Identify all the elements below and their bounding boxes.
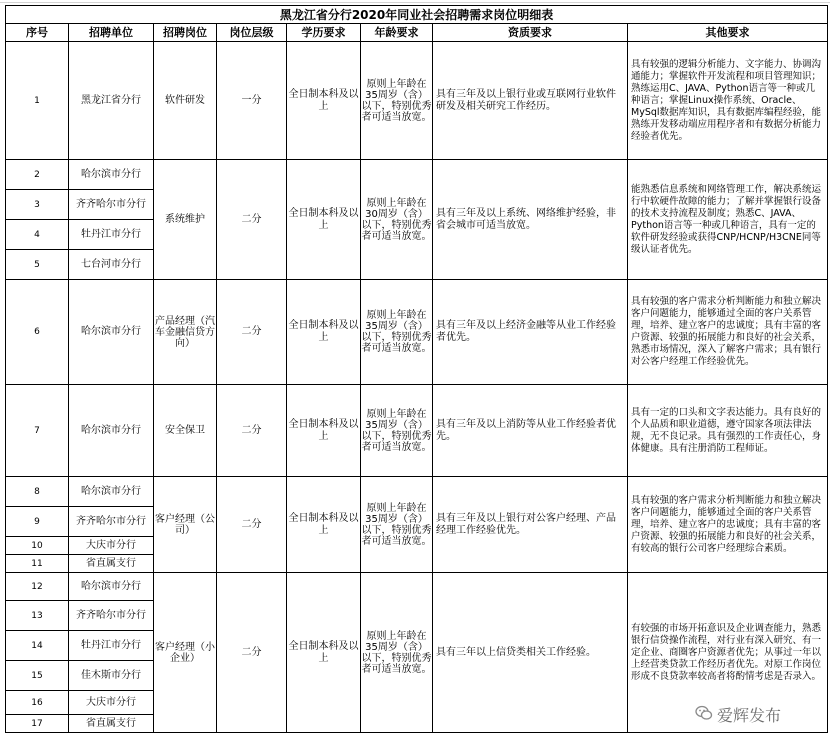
unit-cell: 大庆市分行	[69, 537, 154, 555]
watermark	[695, 703, 781, 726]
recruitment-table	[5, 5, 828, 733]
row-number: 3	[6, 190, 69, 220]
header-other: 其他要求	[628, 24, 828, 42]
age-cell: 原则上年龄在35周岁（含）以下，特别优秀者可适当放宽。	[361, 477, 433, 573]
unit-cell: 哈尔滨市分行	[69, 160, 154, 190]
age-cell: 原则上年龄在35周岁（含）以下，特别优秀者可适当放宽。	[361, 42, 433, 160]
level-cell: 二分	[217, 385, 287, 477]
age-cell: 原则上年龄在30周岁（含）以下，特别优秀者可适当放宽。	[361, 160, 433, 280]
post-cell: 系统维护	[154, 160, 217, 280]
header-qualification: 资质要求	[433, 24, 628, 42]
unit-cell: 佳木斯市分行	[69, 661, 154, 691]
unit-cell: 省直属支行	[69, 555, 154, 573]
education-cell: 全日制本科及以上	[287, 42, 361, 160]
age-cell: 原则上年龄在35周岁（含）以下，特别优秀者可适当放宽。	[361, 280, 433, 385]
row-number: 13	[6, 601, 69, 631]
qualification-cell: 具有三年以上信贷类相关工作经验。	[433, 573, 628, 733]
row-number: 17	[6, 715, 69, 733]
qualification-cell: 具有三年及以上经济金融等从业工作经验者优先。	[433, 280, 628, 385]
qualification-cell: 具有三年及以上消防等从业工作经验者优先。	[433, 385, 628, 477]
unit-cell: 省直属支行	[69, 715, 154, 733]
unit-cell: 哈尔滨市分行	[69, 477, 154, 507]
row-number: 1	[6, 42, 69, 160]
row-number: 15	[6, 661, 69, 691]
qualification-cell: 具有三年及以上银行业或互联网行业软件研发及相关研究工作经历。	[433, 42, 628, 160]
unit-cell: 牡丹江市分行	[69, 220, 154, 250]
level-cell: 一分	[217, 42, 287, 160]
unit-cell: 齐齐哈尔市分行	[69, 190, 154, 220]
education-cell: 全日制本科及以上	[287, 573, 361, 733]
header-age: 年龄要求	[361, 24, 433, 42]
row-number: 14	[6, 631, 69, 661]
table-row	[6, 385, 828, 477]
table-row	[6, 477, 828, 507]
table-row	[6, 160, 828, 190]
watermark-text: 爱辉发布	[717, 706, 782, 725]
unit-cell: 哈尔滨市分行	[69, 573, 154, 601]
post-cell: 客户经理（小企业）	[154, 573, 217, 733]
header-post: 招聘岗位	[154, 24, 217, 42]
education-cell: 全日制本科及以上	[287, 280, 361, 385]
other-cell: 具有一定的口头和文字表达能力。具有良好的个人品质和职业道德，遵守国家各项法律法规，无不良记录。具有强烈的工作责任心，身体健康。具有注册消防工程师证。	[628, 385, 828, 477]
header-level: 岗位层级	[217, 24, 287, 42]
row-number: 8	[6, 477, 69, 507]
other-cell: 有较强的市场开拓意识及企业调查能力，熟悉银行信贷操作流程，对行业有深入研究、有一定企业、商圈客户资源者优先；从事过一年以上经营类贷款工作经历者优先。对原工作岗位形成不良贷款率较高者将酌情考虑是否录入。	[628, 573, 828, 733]
education-cell: 全日制本科及以上	[287, 160, 361, 280]
unit-cell: 大庆市分行	[69, 691, 154, 715]
post-cell: 产品经理（汽车金融信贷方向）	[154, 280, 217, 385]
row-number: 16	[6, 691, 69, 715]
unit-cell: 哈尔滨市分行	[69, 280, 154, 385]
row-number: 9	[6, 507, 69, 537]
row-number: 4	[6, 220, 69, 250]
header-education: 学历要求	[287, 24, 361, 42]
education-cell: 全日制本科及以上	[287, 477, 361, 573]
row-number: 12	[6, 573, 69, 601]
table-row	[6, 42, 828, 160]
unit-cell: 齐齐哈尔市分行	[69, 507, 154, 537]
level-cell: 二分	[217, 280, 287, 385]
row-number: 2	[6, 160, 69, 190]
other-cell: 具有较强的客户需求分析判断能力和独立解决客户问题能力，能够通过全面的客户关系管理，培养、建立客户的忠诚度；具有丰富的客户资源、较强的拓展能力和良好的社会关系，有较高的银行公司客户经理综合素质。	[628, 477, 828, 573]
post-cell: 软件研发	[154, 42, 217, 160]
header-row	[6, 24, 828, 42]
post-cell: 安全保卫	[154, 385, 217, 477]
education-cell: 全日制本科及以上	[287, 385, 361, 477]
wechat-icon	[695, 705, 713, 725]
table-row	[6, 573, 828, 601]
qualification-cell: 具有三年及以上银行对公客户经理、产品经理工作经验优先。	[433, 477, 628, 573]
header-unit: 招聘单位	[69, 24, 154, 42]
post-cell: 客户经理（公司）	[154, 477, 217, 573]
other-cell: 具有较强的逻辑分析能力、文字能力、协调沟通能力；掌握软件开发流程和项目管理知识；熟练运用C、JAVA、Python语言等一种或几种语言；掌握Linux操作系统、Oracle、MySql数据库知识，具有数据库编程经验，能熟练开发移动端应用程序者和有数据分析能力经验者优先。	[628, 42, 828, 160]
unit-cell: 齐齐哈尔市分行	[69, 601, 154, 631]
row-number: 5	[6, 250, 69, 280]
row-number: 10	[6, 537, 69, 555]
level-cell: 二分	[217, 573, 287, 733]
row-number: 7	[6, 385, 69, 477]
level-cell: 二分	[217, 477, 287, 573]
unit-cell: 牡丹江市分行	[69, 631, 154, 661]
age-cell: 原则上年龄在35周岁（含）以下，特别优秀者可适当放宽。	[361, 573, 433, 733]
unit-cell: 哈尔滨市分行	[69, 385, 154, 477]
table-row	[6, 280, 828, 385]
level-cell: 二分	[217, 160, 287, 280]
qualification-cell: 具有三年及以上系统、网络维护经验，非省会城市可适当放宽。	[433, 160, 628, 280]
table-title: 黑龙江省分行2020年同业社会招聘需求岗位明细表	[6, 6, 828, 24]
row-number: 11	[6, 555, 69, 573]
unit-cell: 七台河市分行	[69, 250, 154, 280]
other-cell: 具有较强的客户需求分析判断能力和独立解决客户问题能力，能够通过全面的客户关系管理，培养、建立客户的忠诚度；具有丰富的客户资源、较强的拓展能力和良好的社会关系，熟悉市场情况，深入了解客户需求；具有银行对公客户经理工作经验优先。	[628, 280, 828, 385]
unit-cell: 黑龙江省分行	[69, 42, 154, 160]
row-number: 6	[6, 280, 69, 385]
other-cell: 能熟悉信息系统和网络管理工作，解决系统运行中软硬件故障的能力；了解并掌握银行设备的技术支持流程及制度；熟悉C、JAVA、Python语言等一种或几种语言，具有一定的软件研发经验或获得CNP/HCNP/H3CNE同等级认证者优先。	[628, 160, 828, 280]
header-no: 序号	[6, 24, 69, 42]
age-cell: 原则上年龄在35周岁（含）以下，特别优秀者可适当放宽。	[361, 385, 433, 477]
